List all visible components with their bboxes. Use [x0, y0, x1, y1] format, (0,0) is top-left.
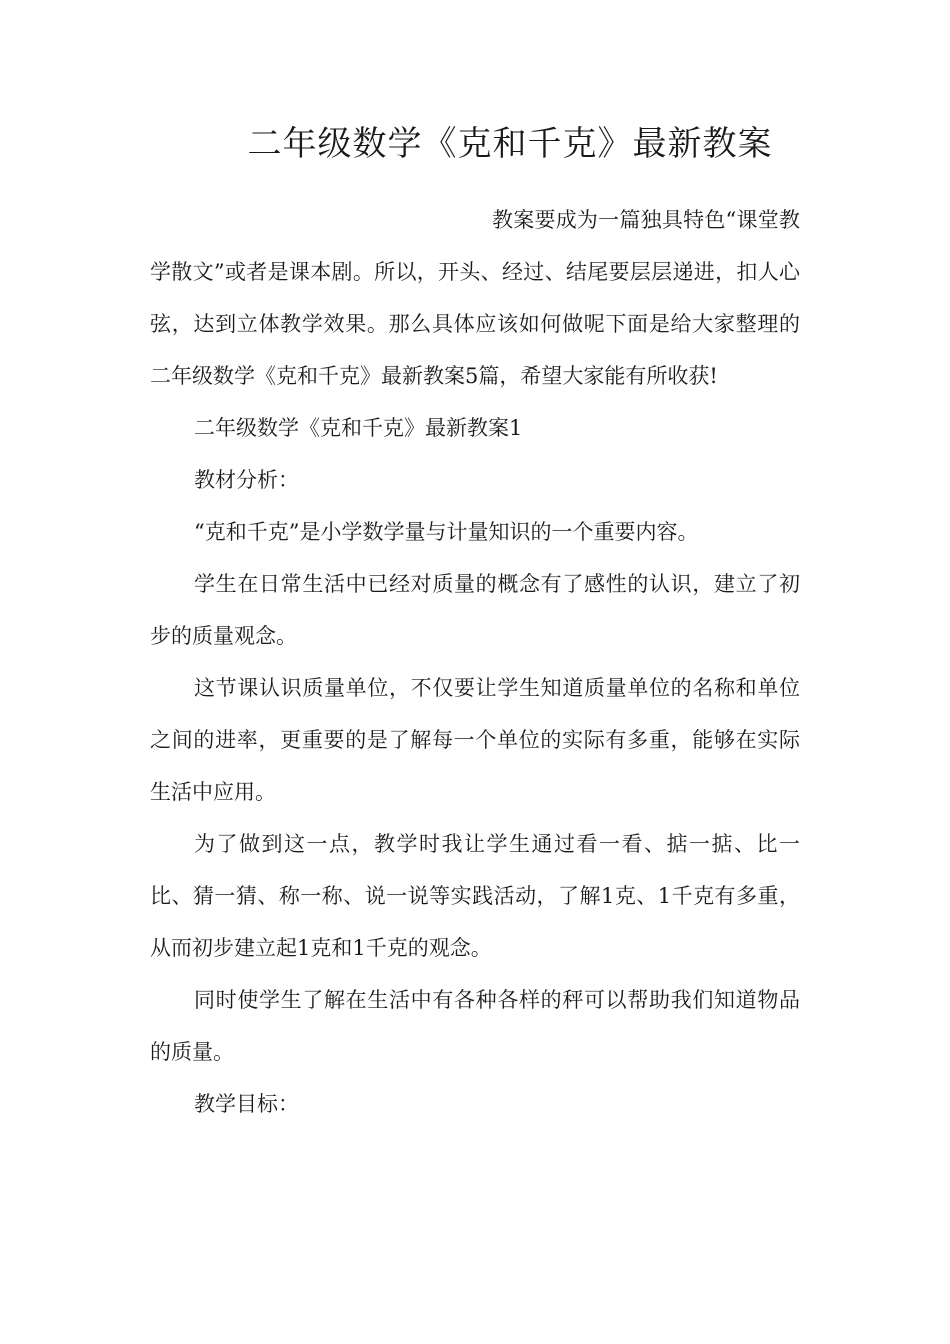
document-body: [150, 194, 800, 1130]
body-paragraph: 这节课认识质量单位，不仅要让学生知道质量单位的名称和单位之间的进率，更重要的是了解每一个单位的实际有多重，能够在实际生活中应用。: [150, 676, 800, 804]
section-heading-lesson-1: 二年级数学《克和千克》最新教案1: [194, 416, 523, 440]
body-paragraph: 学生在日常生活中已经对质量的概念有了感性的认识，建立了初步的质量观念。: [150, 572, 800, 648]
intro-paragraph: 教案要成为一篇独具特色“课堂教学散文”或者是课本剧。所以，开头、经过、结尾要层层递进，扣人心弦，达到立体教学效果。那么具体应该如何做呢下面是给大家整理的二年级数学《克和千克》最新教案5篇，希望大家能有所收获!: [150, 208, 800, 388]
section-heading-material-analysis: 教材分析：: [194, 468, 299, 492]
body-paragraph: 为了做到这一点，教学时我让学生通过看一看、掂一掂、比一比、猜一猜、称一称、说一说等实践活动，了解1克、1千克有多重，从而初步建立起1克和1千克的观念。: [150, 832, 800, 960]
body-paragraph: 同时使学生了解在生活中有各种各样的秤可以帮助我们知道物品的质量。: [150, 988, 800, 1064]
document-title: 二年级数学《克和千克》最新教案: [247, 124, 773, 164]
body-paragraph: “克和千克”是小学数学量与计量知识的一个重要内容。: [194, 520, 699, 544]
section-heading-teaching-goals: 教学目标：: [194, 1092, 299, 1116]
